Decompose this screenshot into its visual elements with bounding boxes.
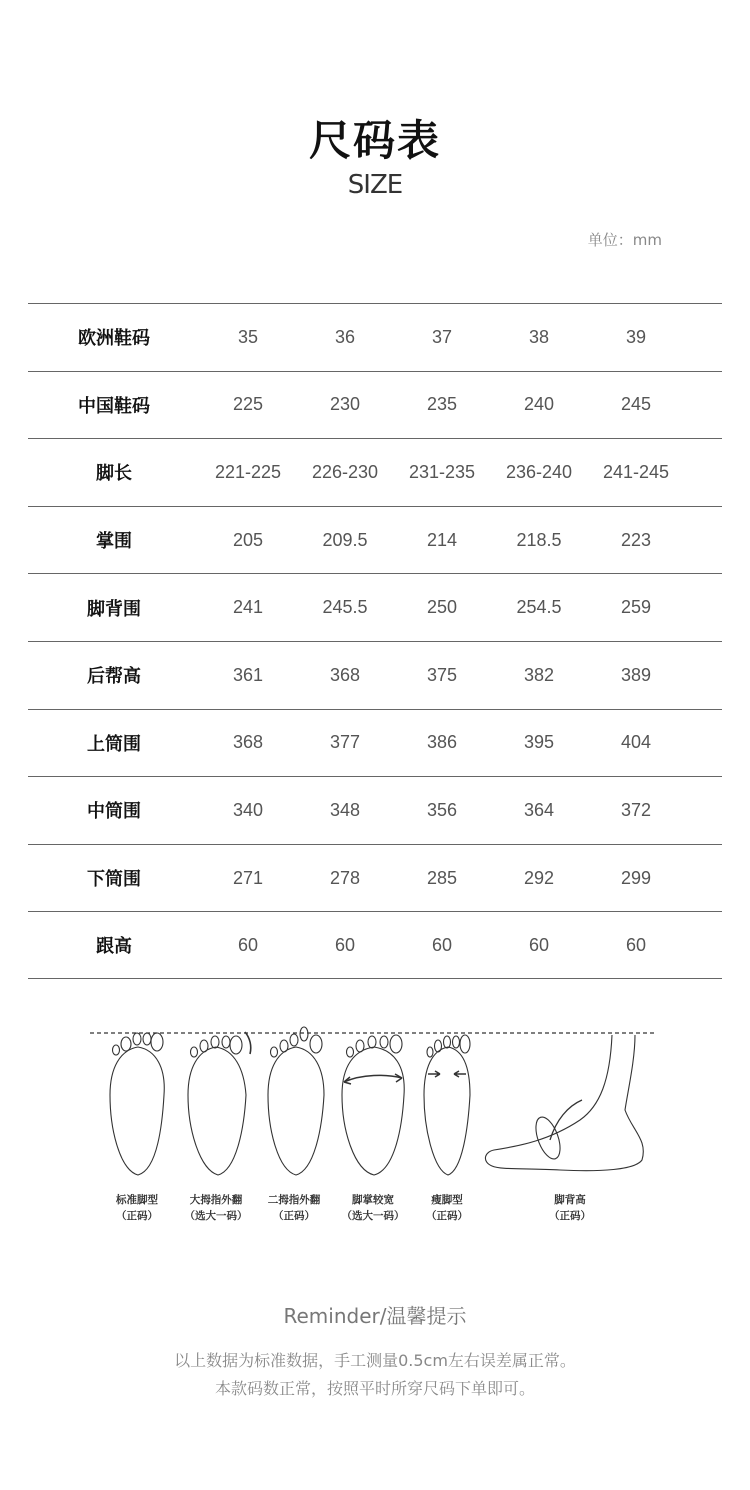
table-cell: 60 [625,934,647,955]
table-row [28,573,722,641]
size-table [28,303,722,979]
row-label: 中筒围 [87,801,141,823]
table-cell: 205 [232,529,264,550]
foot-type-advice: （正码） [273,1210,315,1222]
foot-type-name: 二拇指外翻 [267,1194,321,1206]
page-subtitle: SIZE [347,170,403,200]
table-row [28,911,722,979]
foot-type-diagram [80,1020,670,1235]
table-cell: 231-235 [408,461,476,482]
table-cell: 35 [237,326,259,347]
foot-type-illustration [80,1020,670,1190]
foot-type-advice: （正码） [549,1210,591,1222]
foot-type-advice: （选大一码） [341,1210,405,1222]
row-label: 脚背围 [87,598,141,620]
row-label: 跟高 [96,936,132,958]
unit-label: 单位：mm [587,231,662,249]
standard-foot-icon [110,1033,164,1175]
thin-foot-icon [424,1035,470,1175]
page-title: 尺码表 [308,116,441,165]
row-label: 欧洲鞋码 [78,328,150,350]
table-cell: 372 [620,799,652,820]
table-cell: 39 [625,326,647,347]
wide-foot-icon [342,1035,404,1175]
table-cell: 375 [426,664,458,685]
table-cell: 209.5 [322,529,368,550]
table-cell: 348 [329,799,361,820]
row-label: 掌围 [96,531,132,553]
foot-type-advice: （选大一码） [184,1210,248,1222]
table-cell: 254.5 [516,597,562,618]
table-cell: 223 [620,529,652,550]
foot-type-name: 脚背高 [554,1194,586,1206]
foot-type-name: 标准脚型 [116,1194,158,1206]
table-cell: 404 [620,732,652,753]
reminder-line-2: 本款码数正常，按照平时所穿尺码下单即可。 [214,1379,535,1398]
table-cell: 386 [426,732,458,753]
table-row [28,438,722,506]
row-label: 下筒围 [87,869,141,891]
table-cell: 245 [620,394,652,415]
table-cell: 235 [426,394,458,415]
table-cell: 356 [426,799,458,820]
table-row [28,506,722,574]
table-cell: 361 [232,664,264,685]
foot-type-caption [171,1192,261,1224]
table-cell: 299 [620,867,652,888]
reminder-line-1: 以上数据为标准数据，手工测量0.5cm左右误差属正常。 [174,1351,576,1370]
table-cell: 389 [620,664,652,685]
table-cell: 382 [523,664,555,685]
table-row [28,709,722,777]
table-cell: 368 [329,664,361,685]
table-cell: 377 [329,732,361,753]
table-cell: 364 [523,799,555,820]
table-cell: 240 [523,394,555,415]
foot-type-name: 瘦脚型 [431,1194,463,1206]
table-row [28,371,722,439]
table-cell: 292 [523,867,555,888]
table-cell: 230 [329,394,361,415]
row-label: 脚长 [96,463,132,485]
foot-type-advice: （正码） [426,1210,468,1222]
table-cell: 340 [232,799,264,820]
table-cell: 245.5 [322,597,368,618]
row-label: 后帮高 [87,666,141,688]
big-toe-valgus-foot-icon [188,1032,251,1175]
table-cell: 395 [523,732,555,753]
table-cell: 250 [426,597,458,618]
table-cell: 241 [232,597,264,618]
reminder-title: Reminder/温馨提示 [283,1304,467,1328]
table-cell: 259 [620,597,652,618]
table-cell: 368 [232,732,264,753]
table-cell: 226-230 [311,461,379,482]
row-label: 上筒围 [87,733,141,755]
table-cell: 271 [232,867,264,888]
table-cell: 236-240 [505,461,573,482]
table-cell: 60 [528,934,550,955]
table-cell: 37 [431,326,453,347]
table-row [28,844,722,912]
table-cell: 225 [232,394,264,415]
table-cell: 278 [329,867,361,888]
table-cell: 38 [528,326,550,347]
table-row [28,776,722,844]
table-cell: 60 [431,934,453,955]
table-cell: 214 [426,529,458,550]
foot-type-name: 大拇指外翻 [189,1194,243,1206]
table-cell: 241-245 [602,461,670,482]
row-label: 中国鞋码 [78,395,150,417]
foot-type-caption [525,1192,615,1224]
second-toe-foot-icon [268,1027,324,1175]
foot-type-advice: （正码） [116,1210,158,1222]
table-cell: 36 [334,326,356,347]
foot-type-caption [92,1192,182,1224]
table-cell: 221-225 [214,461,282,482]
table-row [28,303,722,371]
table-cell: 60 [334,934,356,955]
table-cell: 60 [237,934,259,955]
table-cell: 285 [426,867,458,888]
foot-type-name: 脚掌较宽 [352,1194,394,1206]
table-row [28,641,722,709]
foot-type-caption [249,1192,339,1224]
table-cell: 218.5 [516,529,562,550]
high-instep-foot-icon [485,1035,643,1171]
foot-type-caption [402,1192,492,1224]
